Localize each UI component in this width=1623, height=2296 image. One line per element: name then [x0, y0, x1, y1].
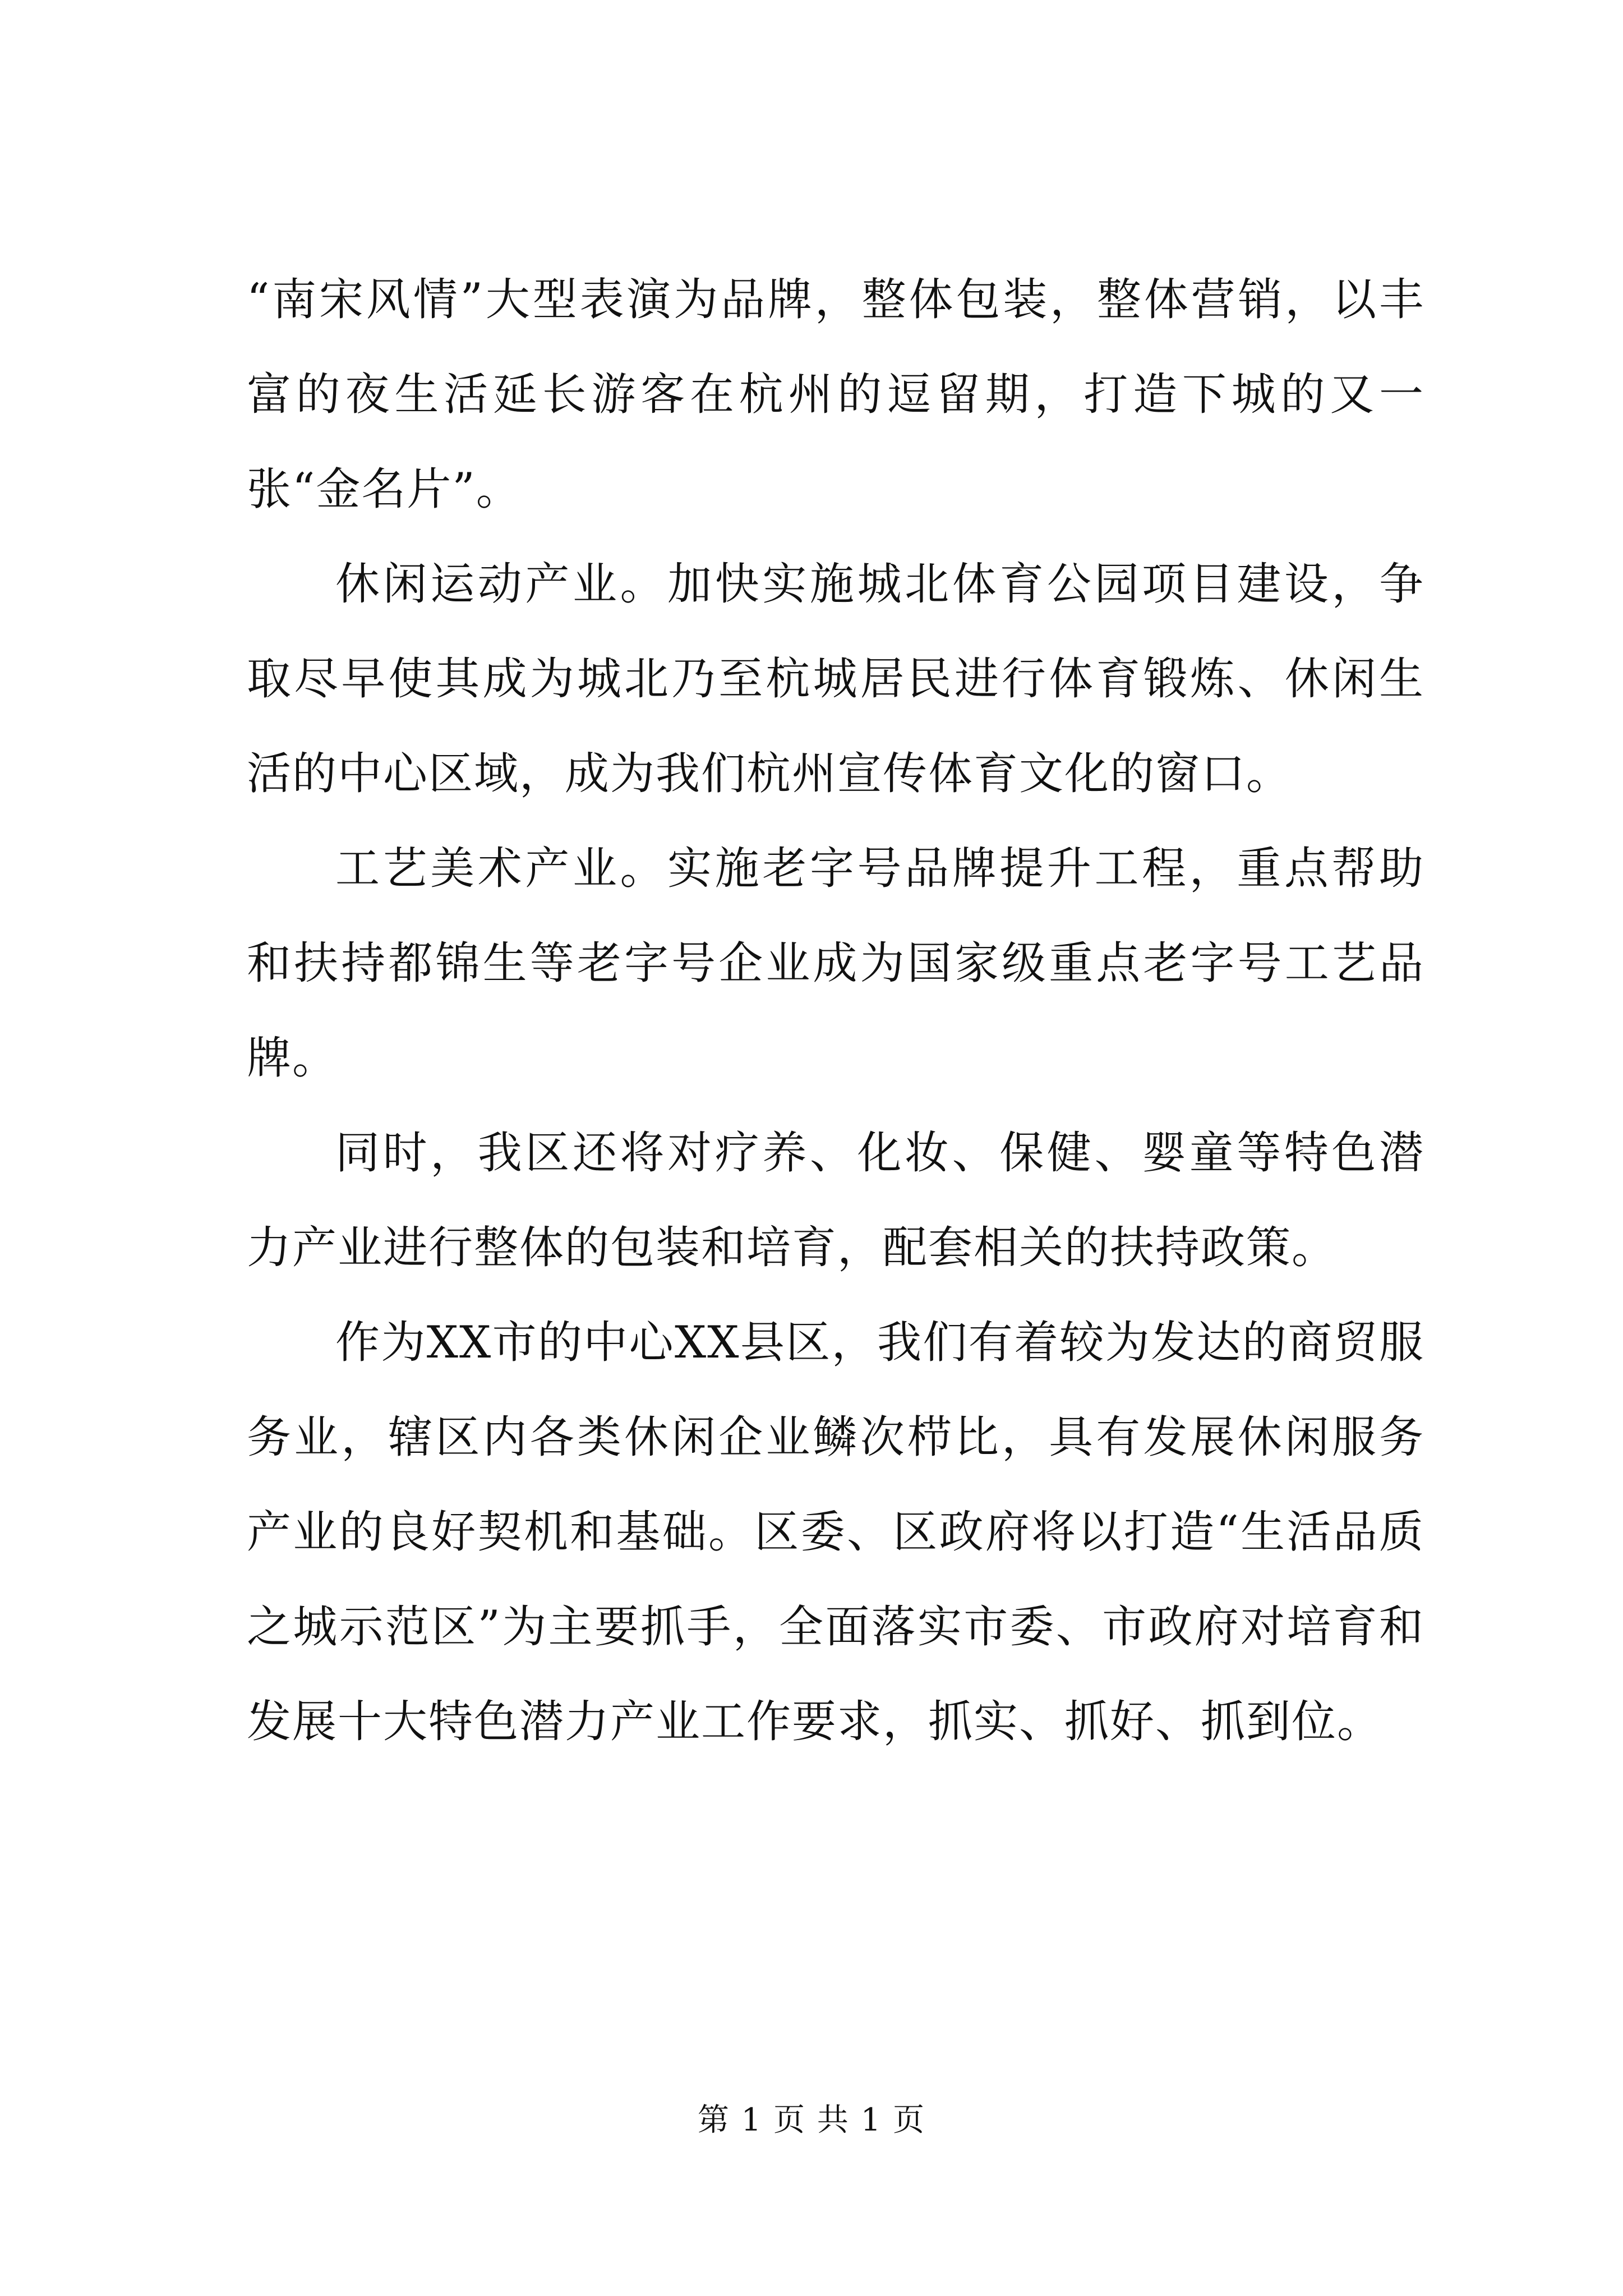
paragraph-2: 休闲运动产业。加快实施城北体育公园项目建设，争取尽早使其成为城北乃至杭城居民进行体育锻炼、休闲生活的中心区域，成为我们杭州宣传体育文化的窗口。 — [247, 558, 1424, 799]
page-footer: 第 1 页 共 1 页 — [697, 2102, 926, 2138]
paragraph-4: 同时，我区还将对疗养、化妆、保健、婴童等特色潜力产业进行整体的包装和培育，配套相关的扶持政策。 — [247, 1127, 1424, 1273]
paragraph-3: 工艺美术产业。实施老字号品牌提升工程，重点帮助和扶持都锦生等老字号企业成为国家级重点老字号工艺品牌。 — [247, 843, 1424, 1084]
paragraph-1: “南宋风情”大型表演为品牌，整体包装，整体营销，以丰富的夜生活延长游客在杭州的逗留期，打造下城的又一张“金名片”。 — [247, 274, 1424, 515]
document-body — [247, 252, 1424, 1769]
paragraph-5: 作为XX市的中心XX县区，我们有着较为发达的商贸服务业，辖区内各类休闲企业鳞次栉比，具有发展休闲服务产业的良好契机和基础。区委、区政府将以打造“生活品质之城示范区”为主要抓手，全面落实市委、市政府对培育和发展十大特色潜力产业工作要求，抓实、抓好、抓到位。 — [247, 1317, 1424, 1747]
